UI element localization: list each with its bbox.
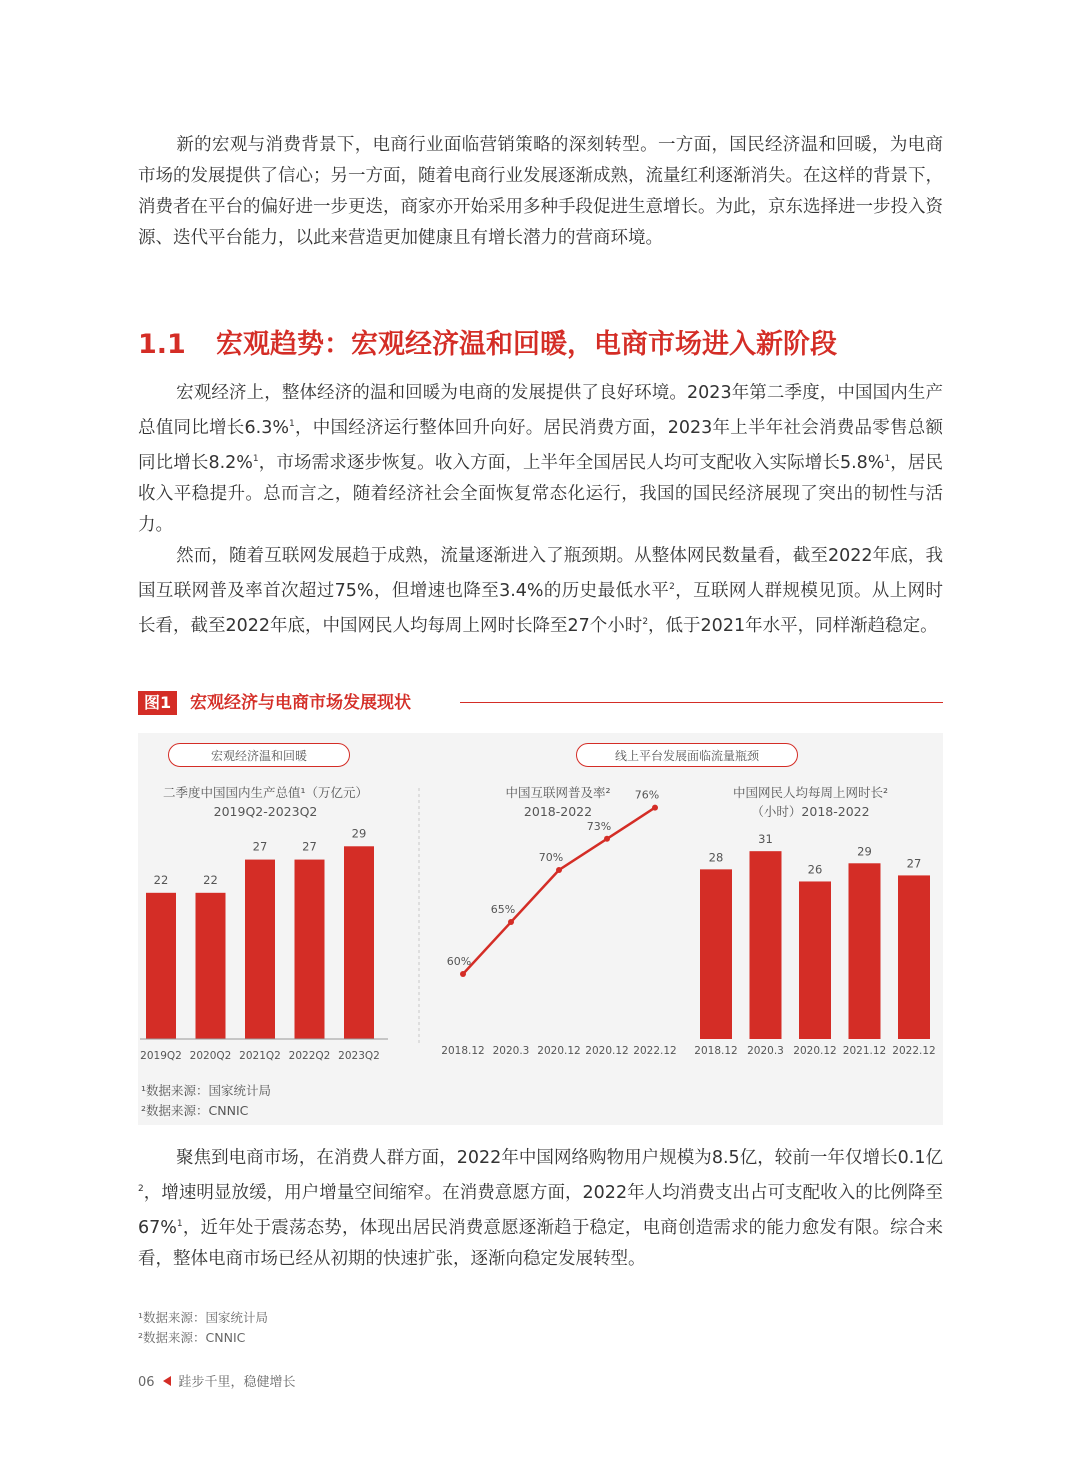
chart-subtitle-text: （小时）2018-2022 bbox=[751, 804, 870, 819]
chart-title-text: 中国网民人均每周上网时长² bbox=[732, 785, 888, 800]
text-segment: ，居民收入平稳提升。总而言之，随着经济社会全面恢复常态化运行，我国的国民经济展现了突出的韧性与活力。 bbox=[138, 452, 944, 535]
pill-traffic: 线上平台发展面临流量瓶颈 bbox=[576, 743, 798, 767]
text-segment: 聚焦到电商市场，在消费人群方面，2022年中国网络购物用户规模为8.5亿，较前一年仅增长0.1亿 bbox=[176, 1148, 943, 1168]
penetration-value-label: 65% bbox=[490, 903, 516, 916]
figure-rule bbox=[460, 702, 943, 703]
penetration-point bbox=[556, 867, 562, 873]
text-segment: ，近年处于震荡态势，体现出居民消费意愿逐渐趋于稳定，电商创造需求的能力愈发有限。综合来看，整体电商市场已经从初期的快速扩张，逐渐向稳定发展转型。 bbox=[138, 1217, 943, 1269]
text-segment: ，互联网人群规模见顶。从上网时长看，截至2022年底，中国网民人均每周上网时长降至27个小时 bbox=[138, 580, 944, 636]
gdp-value-label: 29 bbox=[351, 826, 367, 841]
penetration-axis-label: 2020.12 bbox=[585, 1045, 629, 1057]
chart-subtitle-text: 2019Q2-2023Q2 bbox=[213, 804, 318, 819]
chart-title-penetration bbox=[438, 783, 678, 821]
gdp-axis-label: 2023Q2 bbox=[338, 1050, 380, 1062]
online-hours-value-label: 26 bbox=[807, 862, 823, 877]
footnote-ref: 1 bbox=[288, 419, 295, 429]
penetration-value-label: 76% bbox=[634, 788, 660, 802]
footnote-ref: 2 bbox=[138, 1184, 144, 1194]
penetration-axis-label: 2018.12 bbox=[441, 1045, 485, 1057]
text-segment: ，中国经济运行整体回升向好。居民消费方面，2023年上半年社会消费品零售总额同比增长8.2% bbox=[138, 417, 943, 473]
online-hours-axis-label: 2020.3 bbox=[747, 1045, 784, 1057]
online-hours-bar bbox=[750, 851, 782, 1039]
online-hours-bar bbox=[700, 869, 732, 1039]
online-hours-value-label: 28 bbox=[708, 850, 724, 865]
text-segment: 宏观经济上，整体经济的温和回暖为电商的发展提供了良好环境。2023年第二季度，中国国内生产总值同比增长6.3% bbox=[138, 383, 943, 438]
text-segment: ，市场需求逐步恢复。收入方面，上半年全国居民人均可支配收入实际增长5.8% bbox=[258, 452, 885, 473]
page-footnotes bbox=[138, 1308, 268, 1348]
page-footer bbox=[138, 1371, 296, 1390]
penetration-axis-label: 2020.3 bbox=[492, 1045, 530, 1057]
online-hours-axis-label: 2020.12 bbox=[793, 1045, 837, 1057]
gdp-value-label: 22 bbox=[203, 872, 218, 887]
online-hours-bar bbox=[898, 875, 930, 1039]
figure-note: ¹数据来源：国家统计局 bbox=[141, 1083, 272, 1098]
chart-subtitle-text: 2018-2022 bbox=[523, 804, 593, 819]
online-hours-bar bbox=[849, 863, 881, 1039]
figure-title: 宏观经济与电商市场发展现状 bbox=[190, 693, 411, 713]
footnote: ²数据来源：CNNIC bbox=[138, 1330, 246, 1345]
penetration-point bbox=[460, 971, 466, 977]
intro-paragraph bbox=[138, 130, 943, 254]
arrow-left-icon bbox=[163, 1376, 171, 1386]
penetration-point bbox=[508, 919, 514, 925]
gdp-bar bbox=[245, 860, 275, 1039]
figure-note: ²数据来源：CNNIC bbox=[141, 1103, 249, 1118]
online-hours-axis-label: 2022.12 bbox=[892, 1045, 936, 1057]
online-hours-value-label: 31 bbox=[758, 832, 773, 847]
section-title: 宏观趋势：宏观经济温和回暖，电商市场进入新阶段 bbox=[216, 329, 837, 360]
online-hours-axis-label: 2021.12 bbox=[842, 1045, 887, 1057]
penetration-value-label: 73% bbox=[586, 819, 612, 833]
gdp-value-label: 27 bbox=[302, 839, 317, 854]
gdp-axis-label: 2022Q2 bbox=[288, 1050, 331, 1062]
gdp-axis-label: 2019Q2 bbox=[140, 1050, 182, 1062]
gdp-bar bbox=[146, 893, 176, 1039]
gdp-value-label: 22 bbox=[153, 872, 169, 887]
paragraph-ecommerce bbox=[138, 1143, 943, 1275]
online-hours-axis-label: 2018.12 bbox=[694, 1045, 738, 1057]
penetration-value-label: 60% bbox=[446, 955, 472, 968]
gdp-bar bbox=[295, 860, 325, 1039]
penetration-point bbox=[604, 836, 610, 842]
chart-title-gdp bbox=[138, 783, 393, 821]
section-number: 1.1 bbox=[138, 329, 186, 360]
pill-macro: 宏观经济温和回暖 bbox=[168, 743, 350, 767]
penetration-line bbox=[463, 808, 655, 974]
gdp-axis-label: 2021Q2 bbox=[239, 1050, 281, 1062]
gdp-bar bbox=[344, 846, 374, 1039]
gdp-bar bbox=[196, 893, 226, 1039]
text-segment: ，低于2021年水平，同样渐趋稳定。 bbox=[648, 615, 938, 636]
text-segment: ，增速明显放缓，用户增量空间缩窄。在消费意愿方面，2022年人均消费支出占可支配收入的比例降至67% bbox=[138, 1182, 943, 1238]
paragraph-macro bbox=[138, 378, 943, 541]
chart-title-text: 二季度中国国内生产总值¹（万亿元） bbox=[162, 785, 368, 800]
chart-title-text: 中国互联网普及率² bbox=[505, 785, 611, 800]
page-number: 06 bbox=[138, 1375, 155, 1390]
online-hours-value-label: 27 bbox=[906, 856, 922, 871]
footnote-ref: 2 bbox=[669, 582, 675, 592]
footnote-ref: 1 bbox=[884, 453, 891, 464]
figure-badge: 图1 bbox=[138, 691, 177, 715]
paragraph-internet bbox=[138, 541, 943, 642]
penetration-value-label: 70% bbox=[538, 851, 564, 864]
footnote-ref: 2 bbox=[642, 616, 649, 627]
gdp-value-label: 27 bbox=[252, 839, 268, 854]
footnote-ref: 1 bbox=[176, 1218, 183, 1229]
text-segment: 然而，随着互联网发展趋于成熟，流量逐渐进入了瓶颈期。从整体网民数量看，截至2022年底，我国互联网普及率首次超过75%，但增速也降至3.4%的历史最低水平 bbox=[138, 546, 943, 601]
intro-text: 新的宏观与消费背景下，电商行业面临营销策略的深刻转型。一方面，国民经济温和回暖，为电商市场的发展提供了信心；另一方面，随着电商行业发展逐渐成熟，流量红利逐渐消失。在这样的背景下，消费者在平台的偏好进一步更迭，商家亦开始采用多种手段促进生意增长。为此，京东选择进一步投入资源、迭代平台能力，以此来营造更加健康且有增长潜力的营商环境。 bbox=[138, 135, 943, 248]
footnote: ¹数据来源：国家统计局 bbox=[138, 1310, 269, 1325]
gdp-axis-label: 2020Q2 bbox=[189, 1050, 232, 1062]
penetration-axis-label: 2022.12 bbox=[633, 1045, 677, 1057]
online-hours-bar bbox=[799, 881, 831, 1039]
online-hours-value-label: 29 bbox=[857, 844, 872, 859]
figure-panel bbox=[138, 733, 943, 1125]
footnote-ref: 1 bbox=[252, 453, 259, 464]
footer-title: 跬步千里，稳健增长 bbox=[178, 1375, 296, 1390]
chart-title-online-hours bbox=[683, 783, 938, 821]
penetration-axis-label: 2020.12 bbox=[537, 1045, 581, 1057]
figure-notes bbox=[141, 1081, 271, 1121]
section-heading bbox=[138, 322, 837, 361]
figure-header bbox=[138, 690, 943, 716]
